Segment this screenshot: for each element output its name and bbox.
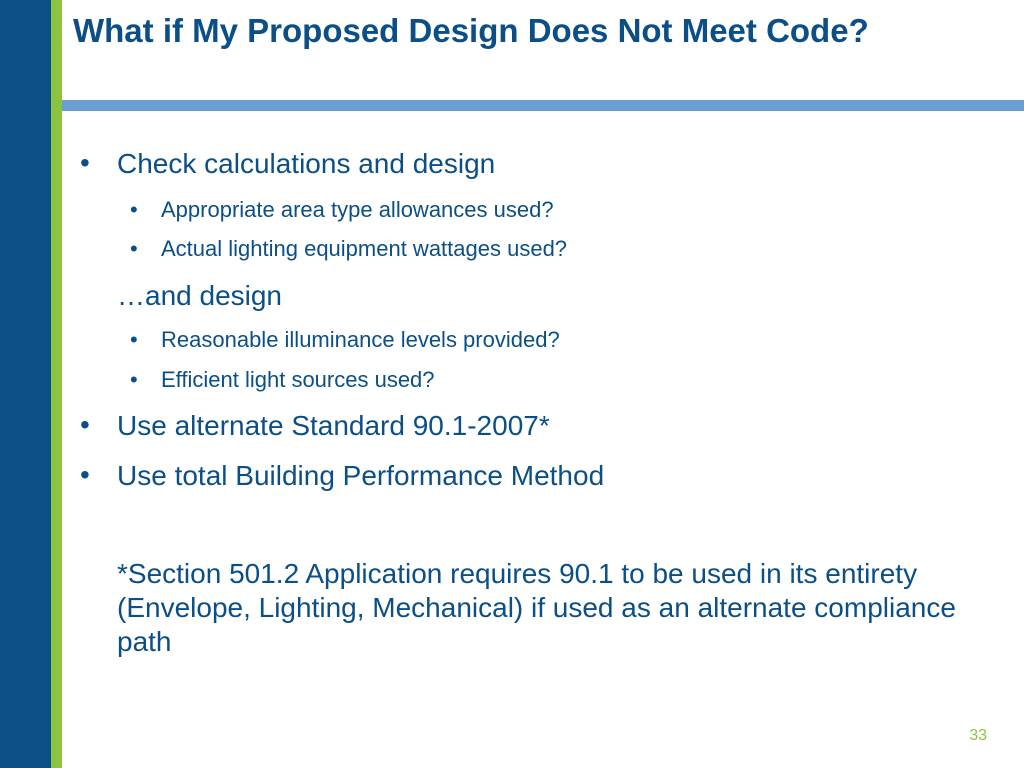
sub-bullet-marker: • (130, 327, 138, 352)
sub-bullet-marker: • (130, 236, 138, 261)
footnote: *Section 501.2 Application requires 90.1 to be used in its entirety (Envelope, Lighting, Mechanical) if used as an alternate compliance path (117, 558, 956, 657)
sub-bullet-light-sources: Efficient light sources used? (161, 367, 435, 392)
bullet-marker: • (80, 147, 90, 178)
bullet-check-calculations: Check calculations and design (117, 148, 496, 179)
bullet-alternate-standard: Use alternate Standard 90.1-2007* (117, 410, 550, 441)
sub-bullet-area-type: Appropriate area type allowances used? (161, 197, 554, 222)
sub-bullet-marker: • (130, 367, 138, 392)
slide-title: What if My Proposed Design Does Not Meet Code? (73, 12, 869, 49)
sub-bullet-illuminance: Reasonable illuminance levels provided? (161, 327, 560, 352)
sub-bullet-marker: • (130, 197, 138, 222)
bullet-building-performance: Use total Building Performance Method (117, 460, 605, 491)
sub-bullet-wattages: Actual lighting equipment wattages used? (161, 236, 568, 261)
page-number: 33 (969, 727, 987, 744)
bullet-marker: • (80, 459, 90, 490)
bullet-continuation-and-design: …and design (117, 280, 283, 311)
bullet-marker: • (80, 409, 90, 440)
